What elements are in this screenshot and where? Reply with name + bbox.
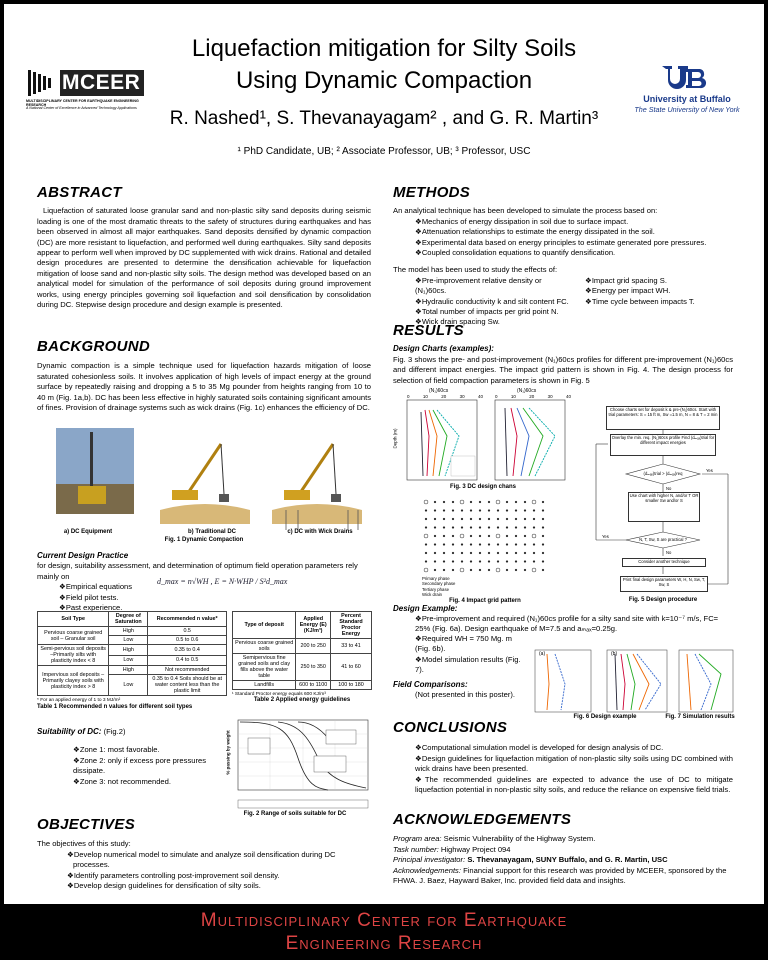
mceer-logo-text: MCEER <box>62 71 141 94</box>
fig5-step-1: Choose charts set for deposit k & pre-(N₁)60cs. Start with trial parameters: S = 15 ft m, Sw =1.5 m, N = 8 & T = 2 min <box>606 406 720 430</box>
background-heading: BACKGROUND <box>37 338 150 355</box>
wick-drain-point <box>533 510 535 512</box>
fig5-step-2: Overlay the min. req. (N₁)60cs profile Find (dₘₐₓ)trial for different impact energies <box>610 434 716 456</box>
field-comparisons-text: (Not presented in this poster). <box>415 690 516 700</box>
wick-drain-point <box>443 510 445 512</box>
wick-drain-point <box>443 518 445 520</box>
figure-5 <box>592 404 734 610</box>
table-row: Low 0.4 to 0.5 <box>38 655 227 666</box>
wick-drain-point <box>542 527 544 529</box>
footer-line-2: Engineering Research <box>285 933 483 954</box>
list-item: ❖ Time cycle between impacts T. <box>585 297 695 307</box>
list-item: ❖ Field pilot tests. <box>59 593 371 603</box>
wick-drain-point <box>479 510 481 512</box>
wick-drain-point <box>488 510 490 512</box>
fig5-caption: Fig. 5 Design procedure <box>628 597 698 603</box>
design-example-list-wrap-2 <box>393 634 523 676</box>
methods-heading: METHODS <box>393 184 471 201</box>
wick-drain-point <box>497 544 499 546</box>
figure-4 <box>420 496 550 606</box>
table-2-footnote: ¹ Standard Proctor energy equals 600 KJ/m³ <box>232 692 326 697</box>
wick-drain-point <box>434 527 436 529</box>
wick-drain-point <box>470 527 472 529</box>
design-example-list-2 <box>393 634 523 676</box>
pi-label: Principal investigator: <box>393 855 466 865</box>
wick-drain-point <box>488 518 490 520</box>
wick-drain-point <box>479 544 481 546</box>
ack-label: Acknowledgements: <box>393 865 461 875</box>
wick-drain-point <box>506 569 508 571</box>
wick-drain-point <box>533 518 535 520</box>
figure-3 <box>393 386 573 496</box>
wick-drain-point <box>506 501 508 503</box>
wick-drain-point <box>470 569 472 571</box>
figure-2-chart <box>218 718 372 812</box>
current-design-section <box>37 551 371 613</box>
fig1c-label: c) DC with Wick Drains <box>287 529 353 535</box>
impact-point <box>532 500 536 504</box>
wick-drain-point <box>488 544 490 546</box>
suitability-heading: Suitability of DC: <box>37 727 102 736</box>
authors: R. Nashed¹, S. Thevanayagam² , and G. R. Martin³ <box>169 108 599 129</box>
figure-1 <box>36 424 372 548</box>
list-item: ❖ Zone 2: only if excess pore pressures dissipate. <box>73 756 217 777</box>
list-item: ❖ Impact grid spacing S. <box>585 276 695 286</box>
wick-drain-point <box>542 544 544 546</box>
wick-drain-point <box>434 561 436 563</box>
pi-value: S. Thevanayagam, SUNY Buffalo, and G. R. Martin, USC <box>467 855 668 865</box>
field-comparisons-section <box>393 680 527 701</box>
mceer-logo <box>26 68 146 118</box>
wick-drain-point <box>434 518 436 520</box>
suitability-ref: (Fig.2) <box>103 727 126 736</box>
wick-drain-point <box>434 501 436 503</box>
fig1b-label: b) Traditional DC <box>188 529 236 535</box>
list-item: ❖ Identify parameters controlling post-improvement soil density. <box>73 871 371 881</box>
fig3-ticks-right: 0 10 20 30 40 <box>495 394 571 399</box>
fig5-decision-1: (dₘₐₓ)trial > (dₘₐₓ)req <box>643 471 683 476</box>
list-item: ❖ Pre-improvement and required (N₁)60cs profile for a silty sand site with k=10⁻⁷ m/s, FC= 25% (Fig. 6a). Design earthquake of M=7.5 and aₘₐₓ=0.25g. <box>415 614 733 635</box>
wick-drain-point <box>515 518 517 520</box>
wick-drain-point <box>470 501 472 503</box>
wick-drain-point <box>542 518 544 520</box>
wick-drain-point <box>470 510 472 512</box>
fig7-caption: Fig. 7 Simulation results <box>665 714 735 720</box>
design-example-section <box>393 604 527 614</box>
table-row: Impervious soil deposits –Primarily clayey soils with plasticity index > 8 High Not recommended <box>38 666 227 675</box>
wick-drain-point <box>452 569 454 571</box>
program-value: Seismic Vulnerability of the Highway System. <box>443 834 596 844</box>
wick-drain-point <box>497 561 499 563</box>
wick-drain-point <box>524 518 526 520</box>
wick-drain-point <box>497 510 499 512</box>
wick-drain-point <box>434 510 436 512</box>
wick-drain-point <box>425 561 427 563</box>
list-item: ❖ Pre-improvement relative density or (N₁)60cs. <box>415 276 575 297</box>
wick-drain-point <box>497 552 499 554</box>
task-label: Task number: <box>393 844 439 854</box>
wick-drain-point <box>461 544 463 546</box>
results-heading: RESULTS <box>393 322 464 339</box>
wick-drain-point <box>506 535 508 537</box>
wick-drain-point <box>470 552 472 554</box>
list-item: ❖ The recommended guidelines are expected to advance the use of DC to mitigate liquefaction potential in non-plastic silty soils, and reduce the reliance on expensive field trials. <box>415 775 733 796</box>
wick-drain-point <box>488 569 490 571</box>
methods-list <box>393 217 733 259</box>
field-comparisons-heading: Field Comparisons: <box>393 680 468 689</box>
objectives-intro: The objectives of this study: <box>37 839 131 849</box>
wick-drain-point <box>542 552 544 554</box>
list-item: ❖ Experimental data based on energy principles to estimate generated pore pressures. <box>415 238 733 248</box>
wick-drain-point <box>524 544 526 546</box>
acknowledgements-heading: ACKNOWLEDGEMENTS <box>393 811 572 828</box>
list-item: ❖ Total number of impacts per grid point N. <box>415 307 575 317</box>
list-item: ❖ Attenuation relationships to estimate the energy dissipated in the soil. <box>415 227 733 237</box>
impact-point <box>424 534 428 538</box>
table-row: Low 0.5 to 0.6 <box>38 636 227 645</box>
wick-drain-point <box>461 510 463 512</box>
background-text: Dynamic compaction is a simple technique used for liquefaction hazards mitigation of loose saturated cohesionless soils. It involves application of high levels of impact energy at the ground surface by repeatedly raising and dropping a 5 to 35 Mg pounder from heights ranging from 10 to 40 m (Fig. 1a,b). DC has been less effective in highly saturated soils containing significant amounts of fines. Provision of drainage systems such as wick drains (Fig. 1c) enhances the efficiency of DC. <box>37 361 371 413</box>
wick-drain-point <box>452 501 454 503</box>
list-item: ❖ Zone 1: most favorable. <box>73 745 217 755</box>
wick-drain-point <box>515 561 517 563</box>
conclusions-section <box>393 719 733 795</box>
fig5-step-4: Consider another technique <box>622 558 706 567</box>
wick-drain-point <box>470 561 472 563</box>
figure-4-grid <box>420 496 550 576</box>
list-item: ❖ Hydraulic conductivity k and silt content FC. <box>415 297 575 307</box>
mceer-logo-tagline: A National Center of Excellence in Advanced Technology Applications <box>26 106 137 110</box>
wick-drain-point <box>515 527 517 529</box>
objectives-heading: OBJECTIVES <box>37 816 136 833</box>
wick-drain-point <box>443 569 445 571</box>
wick-drain-point <box>497 527 499 529</box>
fig6-panel-b: (b) <box>611 651 618 657</box>
wick-drain-point <box>452 535 454 537</box>
wick-drain-point <box>506 544 508 546</box>
wick-drain-point <box>425 552 427 554</box>
fig6-caption: Fig. 6 Design example <box>573 714 637 720</box>
design-example-heading: Design Example: <box>393 604 458 613</box>
wick-drain-point <box>488 561 490 563</box>
table-row: Semi-pervious soil deposits –Primarily silts with plasticity index < 8 High 0.35 to 0.4 <box>38 645 227 656</box>
wick-drain-point <box>506 561 508 563</box>
table-2-caption: Table 2 Applied energy guidelines <box>253 697 351 703</box>
figure-3-chart <box>393 386 573 486</box>
fig2-caption: Fig. 2 Range of soils suitable for DC <box>243 811 347 817</box>
wick-drain-point <box>452 527 454 529</box>
wick-drain-point <box>461 527 463 529</box>
current-design-text: for design, suitability assessment, and determination of optimum field operation parameters rely mainly on <box>37 561 358 581</box>
figures-6-7 <box>525 644 735 724</box>
wick-drain-point <box>524 527 526 529</box>
wick-drain-point <box>443 561 445 563</box>
wick-drain-point <box>497 518 499 520</box>
table-1-footnote: * For an applied energy of 1 to 3 MJ/m² <box>37 698 121 703</box>
wick-drain-point <box>506 510 508 512</box>
fig1-caption: Fig. 1 Dynamic Compaction <box>164 537 244 543</box>
methods-intro: An analytical technique has been developed to simulate the process based on: <box>393 206 658 216</box>
list-item: ❖ Zone 3: not recommended. <box>73 777 217 787</box>
impact-point <box>424 568 428 572</box>
wick-drain-point <box>425 544 427 546</box>
wick-drain-point <box>479 569 481 571</box>
fig1a-label: a) DC Equipment <box>63 529 113 535</box>
list-item: ❖ Energy per impact WH. <box>585 286 695 296</box>
wick-drain-point <box>425 527 427 529</box>
objectives-list <box>37 850 371 892</box>
impact-point <box>424 500 428 504</box>
conclusions-heading: CONCLUSIONS <box>393 719 508 736</box>
fig3-ticks-left: 0 10 20 30 40 <box>407 394 483 399</box>
title-line-2: Using Dynamic Compaction <box>235 67 533 94</box>
design-equation: d_max = n√WH , E = N·WHP / S²d_max <box>157 577 288 586</box>
suitability-section <box>37 727 217 787</box>
fig5-step-3: Use chart with higher N, and/or T OR smaller Sw and/or S <box>628 492 700 522</box>
figure-2 <box>218 718 372 822</box>
list-item: ❖ Coupled consolidation equations to quantify densification. <box>415 248 733 258</box>
affiliations: ¹ PhD Candidate, UB; ² Associate Professor, UB; ³ Professor, USC <box>237 146 531 157</box>
wick-drain-point <box>542 510 544 512</box>
wick-drain-point <box>479 527 481 529</box>
design-charts-text: Fig. 3 shows the pre- and post-improvement (N₁)60cs profiles for different pre-improvement (N₁)60cs and different impact energies. The impact grid pattern is shown in Fig. 4. The design process for selection of field compaction parameters is shown in Fig. 5 <box>393 354 733 385</box>
list-item: ❖ Model simulation results (Fig. 7). <box>415 655 523 676</box>
wick-drain-point <box>506 527 508 529</box>
wick-drain-point <box>488 552 490 554</box>
wick-drain-point <box>515 535 517 537</box>
list-item: ❖ Develop numerical model to simulate and analyze soil densification during DC processes. <box>73 850 371 871</box>
design-charts-heading: Design Charts (examples): <box>393 344 494 354</box>
table-row: Low 0.35 to 0.4 Soils should be at water content less than the plastic limit <box>38 675 227 696</box>
wick-drain-point <box>506 552 508 554</box>
wick-drain-point <box>470 518 472 520</box>
table-row: Landfills 600 to 1100 100 to 180 <box>233 681 372 690</box>
table-2 <box>232 611 372 703</box>
fig3-ylabel: Depth (m) <box>392 428 398 449</box>
wick-drain-point <box>515 569 517 571</box>
wick-drain-point <box>434 544 436 546</box>
table-1 <box>37 611 227 710</box>
effects-list-right <box>575 276 695 328</box>
wick-drain-point <box>533 561 535 563</box>
abstract-heading: ABSTRACT <box>37 184 122 201</box>
wick-drain-point <box>524 510 526 512</box>
impact-point <box>460 500 464 504</box>
wick-drain-point <box>425 510 427 512</box>
wick-drain-point <box>452 561 454 563</box>
wick-drain-point <box>542 535 544 537</box>
current-design-heading: Current Design Practice <box>37 551 129 560</box>
figure-1-illustration <box>36 424 372 534</box>
title-line-1: Liquefaction mitigation for Silty Soils <box>191 35 577 62</box>
acknowledgements-section <box>393 811 733 886</box>
wick-drain-point <box>443 535 445 537</box>
impact-point <box>532 534 536 538</box>
wick-drain-point <box>461 561 463 563</box>
fig5-yes-2: Yes <box>602 534 609 539</box>
wick-drain-point <box>515 501 517 503</box>
wick-drain-point <box>443 527 445 529</box>
objectives-section <box>37 816 371 891</box>
methods-section <box>393 184 733 328</box>
list-item: ❖ Mechanics of energy dissipation in soil due to surface impact. <box>415 217 733 227</box>
wick-drain-point <box>542 501 544 503</box>
ub-mark-icon <box>658 64 718 92</box>
wick-drain-point <box>479 561 481 563</box>
wick-drain-point <box>488 501 490 503</box>
wick-drain-point <box>434 535 436 537</box>
fig2-ylabel: % passing by weight <box>225 730 231 775</box>
list-item: ❖ Past experience. <box>59 603 371 613</box>
wick-drain-point <box>515 510 517 512</box>
wick-drain-point <box>470 544 472 546</box>
design-example-list <box>393 614 733 635</box>
task-value: Highway Project 094 <box>440 844 511 854</box>
wick-drain-point <box>524 501 526 503</box>
list-item: ❖ Develop design guidelines for densification of silty soils. <box>73 881 371 891</box>
footer <box>0 906 768 960</box>
fig5-decision-2: N, T, Sw, S are practical ? <box>639 537 687 542</box>
wick-drain-point <box>452 518 454 520</box>
impact-point <box>460 568 464 572</box>
wick-drain-point <box>488 535 490 537</box>
wick-drain-point <box>452 544 454 546</box>
ack-value: Financial support for this research was provided by MCEER, sponsored by the FHWA. J. Baez, Hayward Baker, Inc. provided field data and insights. <box>393 865 727 886</box>
wick-drain-point <box>461 552 463 554</box>
table-1-caption: Table 1 Recommended n values for different soil types <box>37 704 193 710</box>
list-item: ❖ Empirical equations <box>59 582 371 592</box>
fig3-axis-label-left: (N₁)60cs <box>429 388 449 394</box>
methods-effects <box>393 276 733 328</box>
list-item: ❖ Design guidelines for liquefaction mitigation of non-plastic silty soils using DC combined with wick drains have been presented. <box>415 754 733 775</box>
figures-6-7-charts <box>525 644 735 716</box>
wick-drain-point <box>524 569 526 571</box>
wick-drain-point <box>524 535 526 537</box>
wick-drain-point <box>434 569 436 571</box>
fig3-caption: Fig. 3 DC design chans <box>449 484 516 490</box>
wick-drain-point <box>515 544 517 546</box>
fig4-caption: Fig. 4 Impact grid pattern <box>449 598 521 604</box>
conclusions-list <box>393 743 733 795</box>
legend-primary: Primary phase <box>422 576 450 581</box>
wick-drain-point <box>434 552 436 554</box>
wick-drain-point <box>488 527 490 529</box>
fig3-axis-label-right: (N₁)60cs <box>517 388 537 394</box>
fig6-panel-a: (a) <box>539 651 546 657</box>
wick-drain-point <box>524 552 526 554</box>
wick-drain-point <box>443 552 445 554</box>
abstract-text: Liquefaction of saturated loose granular sand and non-plastic silty sand deposits during seismic loading is one of the most dramatic threats to the safety of structures during earthquakes and has been observed in almost all major earthquakes. Sand deposits densified by dynamic compaction (DC) are more resistant to liquefaction, and performed well during earthquakes. Silty sand deposits appear to perform well when improved by DC supplemented with wick drains. Rational and detailed design procedures are presented to determine the densification achievable for liquefaction mitigation of loose sand and non-plastic silty soils. The design method was developed based on an analytical model for simulation of the performance of soil deposits during ground improvement works, using energy principles governing soil liquefaction and soil densification by consolidation during DC. Stepwise design procedure and design example is presented. <box>37 206 371 310</box>
wick-drain-point <box>533 544 535 546</box>
impact-point <box>496 568 500 572</box>
wick-drain-point <box>461 518 463 520</box>
fig4-legend <box>422 576 455 598</box>
wick-drain-point <box>425 518 427 520</box>
wick-drain-point <box>443 544 445 546</box>
program-label: Program area: <box>393 834 442 844</box>
wick-drain-point <box>479 518 481 520</box>
fig5-step-5: Print final design parameters W, H, N, Sw, T, Sw, S <box>620 576 708 592</box>
impact-point <box>496 534 500 538</box>
ub-logo-line-2: The State University of New York <box>634 105 740 114</box>
fig5-yes-1: Yes <box>706 468 713 473</box>
list-item: ❖ Computational simulation model is developed for design analysis of DC. <box>415 743 733 753</box>
mceer-logo-subtitle: MULTIDISCIPLINARY CENTER FOR EARTHQUAKE ENGINEERING RESEARCH <box>26 99 139 107</box>
table-row: Semipervious fine grained soils and clay fills above the water table 250 to 350 41 to 60 <box>233 654 372 681</box>
list-item: ❖ Required WH = 750 Mg. m (Fig. 6b). <box>415 634 523 655</box>
wick-drain-point <box>533 527 535 529</box>
abstract-section <box>37 184 371 310</box>
wick-drain-point <box>479 501 481 503</box>
impact-point <box>460 534 464 538</box>
suitability-list <box>37 745 217 787</box>
methods-effects-intro: The model has been used to study the effects of: <box>393 265 558 275</box>
wick-drain-point <box>443 501 445 503</box>
background-section <box>37 338 371 413</box>
wick-drain-point <box>542 561 544 563</box>
wick-drain-point <box>470 535 472 537</box>
legend-secondary: Secondary phase <box>422 581 456 587</box>
table-row: Pervious coarse grained soils 200 to 250 33 to 41 <box>233 639 372 654</box>
fig5-no-2: No <box>666 550 672 555</box>
wick-drain-point <box>515 552 517 554</box>
wick-drain-point <box>452 510 454 512</box>
impact-point <box>532 568 536 572</box>
wick-drain-point <box>506 518 508 520</box>
list-item: ❖ Wick drain spacing Sw. <box>415 317 575 327</box>
table-2-grid: Type of deposit Applied Energy (E) (KJ/m³) Percent Standard Proctor Energy Pervious coarse grained soils 200 to 250 33 to 41 Semipervious fine grained soils and clay fills above the water table 250 to 350 41 to 60 Landfills 600 to 1100 100 to 180 <box>232 611 372 690</box>
table-1-grid: Soil Type Degree of Saturation Recommended n value* Pervious coarse grained soil – Granular soil High 0.5 Low 0.5 to 0.6 Semi-pervious soil deposits –Primarily silts with plasticity index < 8 High 0.35 to 0.4 Low 0.4 to 0.5 Impervious soil deposits –Primarily clayey soils with plasticity index > 8 High Not recommended Low 0.35 to 0.4 Soils should be at water content less than the plastic limit <box>37 611 227 696</box>
wick-drain-point <box>524 561 526 563</box>
wick-drain-point <box>479 535 481 537</box>
legend-tertiary: Tertiary phase <box>422 586 449 592</box>
wick-drain-point <box>533 552 535 554</box>
effects-list-left <box>393 276 575 328</box>
table-row: Pervious coarse grained soil – Granular soil High 0.5 <box>38 627 227 636</box>
ub-logo-line-1: University at Buffalo <box>643 94 731 104</box>
wick-drain-point <box>479 552 481 554</box>
wick-drain-point <box>452 552 454 554</box>
impact-point <box>496 500 500 504</box>
legend-wick-drain: Wick drain <box>422 592 443 598</box>
footer-line-1: Multidisciplinary Center for Earthquake <box>200 910 568 931</box>
ub-logo <box>626 64 748 122</box>
wick-drain-point <box>542 569 544 571</box>
design-example-list-wrap <box>393 614 733 635</box>
fig5-no-1: No <box>666 486 672 491</box>
